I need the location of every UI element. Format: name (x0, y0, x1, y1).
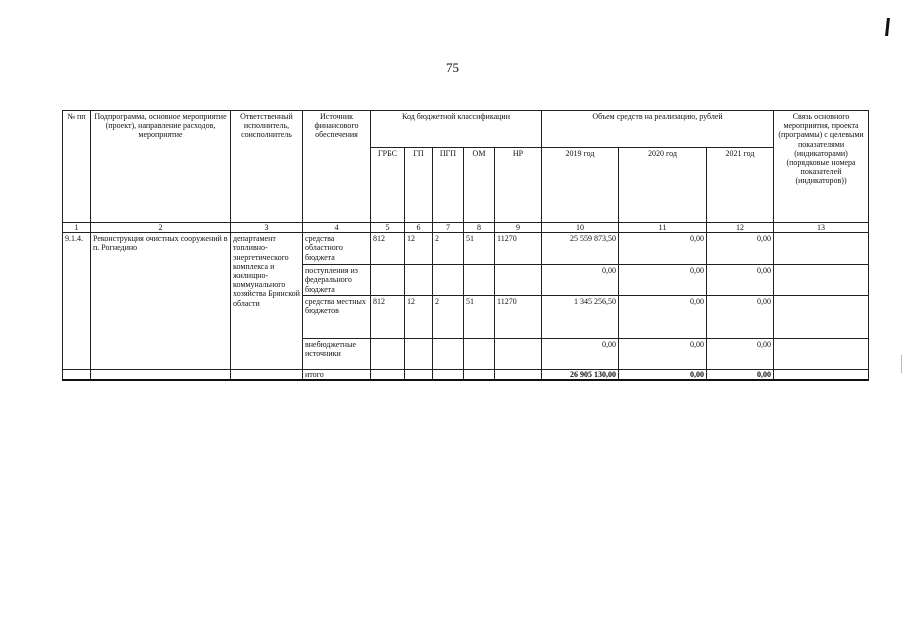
row-link (774, 233, 869, 265)
row-gp: 12 (405, 296, 433, 339)
row-pgp: 2 (433, 296, 464, 339)
item-number: 9.1.4. (63, 233, 91, 370)
column-number: 1 (63, 223, 91, 233)
row-om (464, 339, 495, 370)
column-number: 5 (371, 223, 405, 233)
row-grbs (371, 265, 405, 296)
row-2021: 0,00 (707, 296, 774, 339)
header-year-2020: 2020 год (619, 148, 707, 223)
row-2020: 0,00 (619, 296, 707, 339)
column-number: 13 (774, 223, 869, 233)
item-executor: департамент топливно-энергетического комплекса и жилищно-коммунального хозяйства Брянской области (231, 233, 303, 370)
column-number: 7 (433, 223, 464, 233)
row-np: 11270 (495, 296, 542, 339)
row-np (495, 265, 542, 296)
header-gp: ГП (405, 148, 433, 223)
row-np: 11270 (495, 233, 542, 265)
column-number-row (63, 223, 869, 233)
header-volume: Объем средств на реализацию, рублей (542, 111, 774, 148)
total-empty (63, 370, 91, 381)
header-link: Связь основного мероприятия, проекта (программы) с целевыми показателями (индикаторами) (порядковые номера показателей (индикаторов)) (774, 111, 869, 223)
row-np (495, 339, 542, 370)
row-om: 51 (464, 296, 495, 339)
row-gp: 12 (405, 233, 433, 265)
column-number: 3 (231, 223, 303, 233)
budget-table (62, 110, 869, 381)
row-grbs (371, 339, 405, 370)
header-source: Источник финансового обеспечения (303, 111, 371, 223)
column-number: 9 (495, 223, 542, 233)
row-grbs: 812 (371, 233, 405, 265)
header-np: НР (495, 148, 542, 223)
row-om: 51 (464, 233, 495, 265)
header-grbs: ГРБС (371, 148, 405, 223)
total-empty (405, 370, 433, 381)
total-label: итого (303, 370, 371, 381)
total-2021: 0,00 (707, 370, 774, 381)
row-source: средства местных бюджетов (303, 296, 371, 339)
row-pgp (433, 265, 464, 296)
column-number: 8 (464, 223, 495, 233)
total-empty (371, 370, 405, 381)
column-number: 6 (405, 223, 433, 233)
row-2019: 0,00 (542, 339, 619, 370)
header-year-2019: 2019 год (542, 148, 619, 223)
total-2019: 26 905 130,00 (542, 370, 619, 381)
row-2019: 25 559 873,50 (542, 233, 619, 265)
page-number: 75 (446, 60, 459, 75)
total-empty (91, 370, 231, 381)
column-number: 12 (707, 223, 774, 233)
header-row (63, 111, 869, 148)
row-2021: 0,00 (707, 339, 774, 370)
row-link (774, 339, 869, 370)
row-2020: 0,00 (619, 265, 707, 296)
table-row (63, 233, 869, 265)
item-program: Реконструкция очистных сооружений в п. Рогнедино (91, 233, 231, 370)
row-2020: 0,00 (619, 233, 707, 265)
total-empty (464, 370, 495, 381)
header-om: ОМ (464, 148, 495, 223)
total-2020: 0,00 (619, 370, 707, 381)
row-grbs: 812 (371, 296, 405, 339)
row-2021: 0,00 (707, 265, 774, 296)
header-num: № пп (63, 111, 91, 223)
row-source: поступления из федерального бюджета (303, 265, 371, 296)
column-number: 2 (91, 223, 231, 233)
row-pgp (433, 339, 464, 370)
total-empty (231, 370, 303, 381)
total-row (63, 370, 869, 381)
header-pgp: ПГП (433, 148, 464, 223)
column-number: 4 (303, 223, 371, 233)
row-pgp: 2 (433, 233, 464, 265)
row-link (774, 265, 869, 296)
header-program: Подпрограмма, основное мероприятие (проект), направление расходов, мероприятие (91, 111, 231, 223)
scan-edge-mark (901, 355, 902, 373)
row-2019: 1 345 256,50 (542, 296, 619, 339)
row-2021: 0,00 (707, 233, 774, 265)
total-empty (495, 370, 542, 381)
column-number: 11 (619, 223, 707, 233)
row-link (774, 296, 869, 339)
total-empty (433, 370, 464, 381)
row-source: внебюджетные источники (303, 339, 371, 370)
row-source: средства областного бюджета (303, 233, 371, 265)
header-budget-code: Код бюджетной классификации (371, 111, 542, 148)
header-year-2021: 2021 год (707, 148, 774, 223)
row-gp (405, 339, 433, 370)
total-empty (774, 370, 869, 381)
column-number: 10 (542, 223, 619, 233)
header-executor: Ответственный исполнитель, соисполнитель (231, 111, 303, 223)
row-gp (405, 265, 433, 296)
row-2019: 0,00 (542, 265, 619, 296)
row-om (464, 265, 495, 296)
row-2020: 0,00 (619, 339, 707, 370)
scan-corner-mark (885, 18, 890, 36)
